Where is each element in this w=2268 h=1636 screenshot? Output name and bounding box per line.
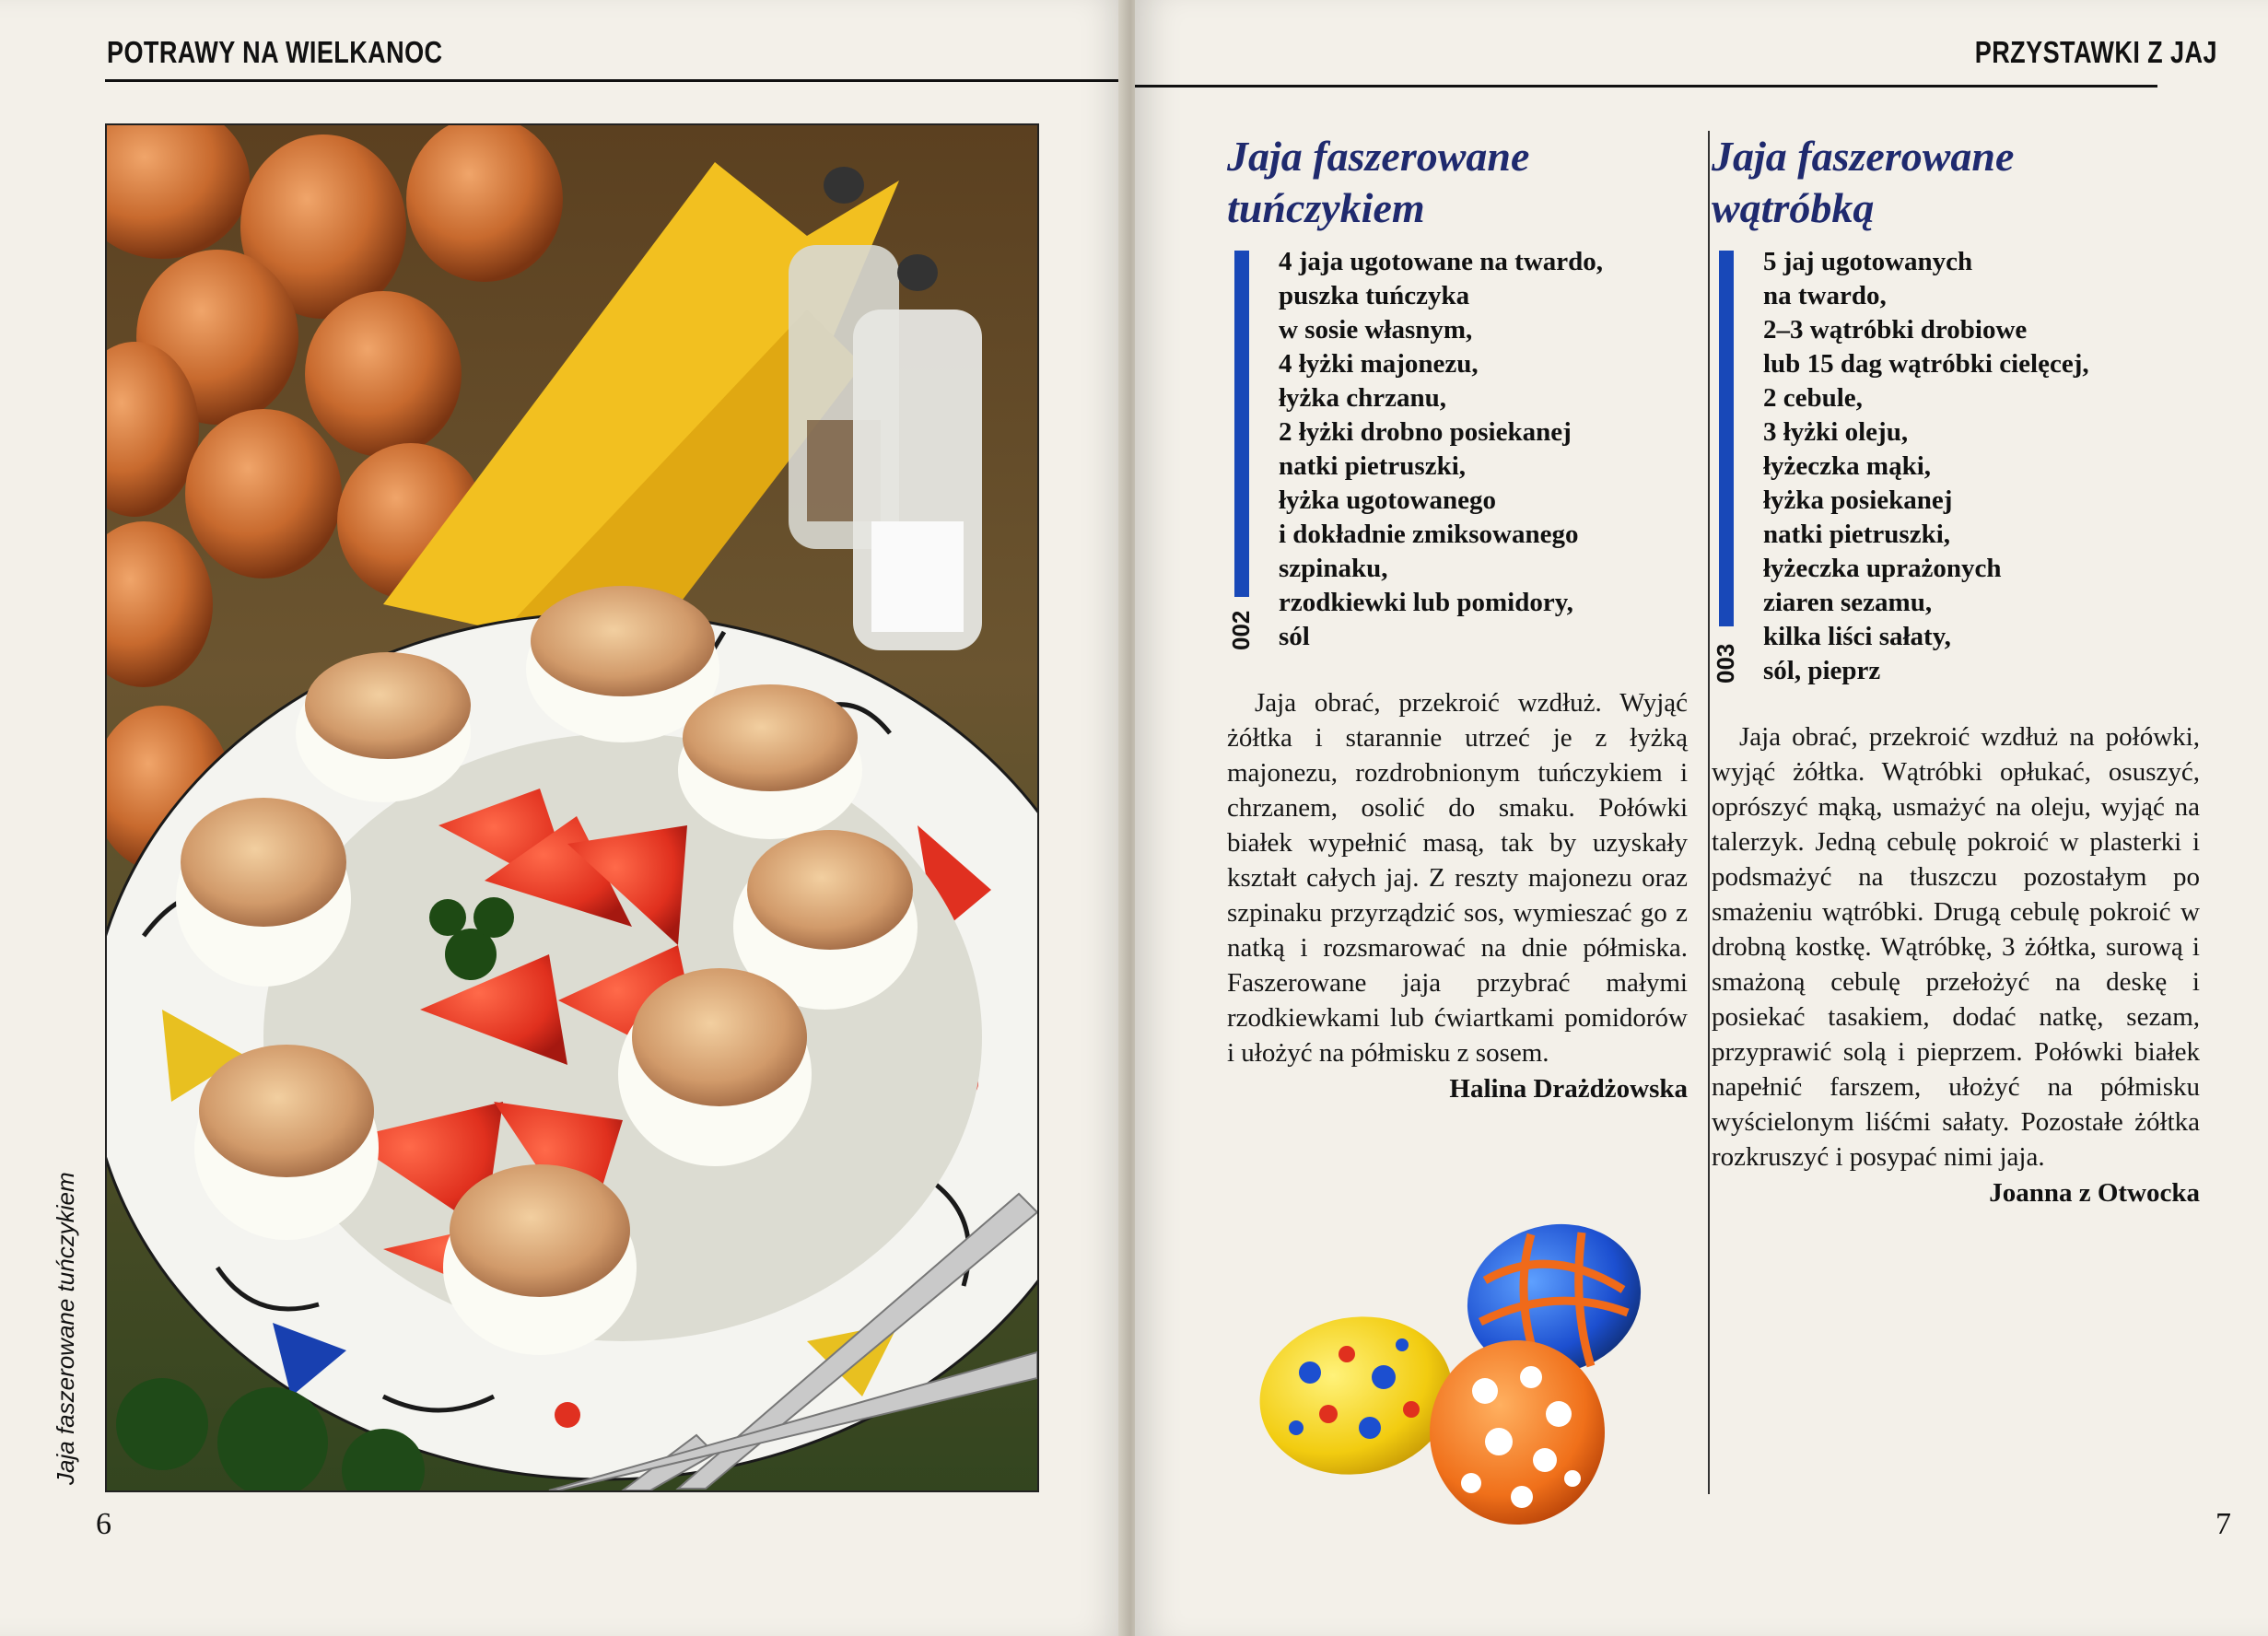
ingredient-line: kilka liści sałaty,	[1763, 622, 1951, 651]
recipe-title-line: tuńczykiem	[1227, 184, 1425, 231]
recipe-method	[1712, 719, 2200, 1174]
recipe-author: Halina Drażdżowska	[1449, 1074, 1688, 1104]
ingredient-accent-bar	[1719, 251, 1734, 626]
ingredient-line: łyżeczka mąki,	[1763, 451, 1932, 481]
ingredient-line: natki pietruszki,	[1279, 451, 1467, 481]
ingredient-line: w sosie własnym,	[1279, 315, 1473, 345]
left-page	[0, 0, 1126, 1636]
ingredient-line: natki pietruszki,	[1763, 520, 1951, 549]
ingredient-list	[1712, 245, 2200, 688]
ingredient-line: 5 jaj ugotowanych	[1763, 247, 1973, 276]
recipe-photo	[105, 123, 1039, 1492]
ingredient-line: puszka tuńczyka	[1279, 281, 1470, 310]
header-rule-right	[1135, 85, 2157, 88]
recipe-number: 002	[1227, 610, 1255, 650]
ingredient-accent-bar	[1234, 251, 1249, 597]
method-text: Jaja obrać, przekroić wzdłuż na połówki, wyjąć żółtka. Wątróbki opłukać, osuszyć, oprószyć mąką, usmażyć na oleju, wyjąć na talerzyk. Jedną cebulę pokroić w plasterki i podsmażyć na tłuszczu pozostałym po smażeniu wątróbki. Drugą cebulę pokroić w drobną kostkę. Wątróbkę, 3 żółtka, surową i smażoną cebulę przełożyć na deskę i posiekać tasakiem, dodać natkę, sezam, przyprawić solą i pieprzem. Połówki białek napełnić farszem, ułożyć na półmisku wyścielonym liśćmi sałaty. Pozostałe żółtka rozkruszyć i posypać nimi jaja.	[1712, 722, 2200, 1172]
recipe-title	[1712, 131, 2200, 234]
recipe-tuna	[1227, 131, 1688, 1104]
method-text: Jaja obrać, przekroić wzdłuż. Wyjąć żółtka i starannie utrzeć je z łyżką majonezu, rozdrobnionym tuńczykiem i chrzanem, osolić do smaku. Połówki białek wypełnić masą, tak by uzyskały kształt całych jaj. Z reszty majonezu oraz szpinaku przyrządzić sos, wymieszać go z natką i rozsmarować na dnie półmiska. Faszerowane jaja przybrać małymi rzodkiewkami lub ćwiartkami pomidorów i ułożyć na półmisku z sosem.	[1227, 688, 1688, 1068]
recipe-title	[1227, 131, 1688, 234]
page-number-right: 7	[2215, 1507, 2231, 1541]
column-divider	[1708, 131, 1710, 1494]
header-rule-left	[105, 79, 1126, 82]
right-page	[1135, 0, 2268, 1636]
ingredient-line: łyżka ugotowanego	[1279, 485, 1497, 515]
ingredient-line: szpinaku,	[1279, 554, 1388, 583]
recipe-author: Joanna z Otwocka	[1989, 1178, 2200, 1208]
ingredient-line: 2 cebule,	[1763, 383, 1863, 413]
ingredient-line: lub 15 dag wątróbki cielęcej,	[1763, 349, 2089, 379]
recipe-method	[1227, 685, 1688, 1070]
ingredient-line: sól, pieprz	[1763, 656, 1881, 685]
recipe-title-line: Jaja faszerowane	[1712, 133, 2015, 180]
recipe-liver	[1712, 131, 2200, 1209]
ingredient-line: 4 łyżki majonezu,	[1279, 349, 1479, 379]
ingredient-line: sól	[1279, 622, 1310, 651]
ingredient-line: łyżeczka uprażonych	[1763, 554, 2002, 583]
easter-eggs-illustration	[1255, 1216, 1669, 1529]
ingredient-line: i dokładnie zmiksowanego	[1279, 520, 1579, 549]
photo-side-caption: Jaja faszerowane tuńczykiem	[52, 1172, 79, 1485]
ingredient-line: 2 łyżki drobno posiekanej	[1279, 417, 1572, 447]
ingredient-line: ziaren sezamu,	[1763, 588, 1933, 617]
ingredient-line: łyżka posiekanej	[1763, 485, 1953, 515]
recipe-number: 003	[1712, 643, 1739, 684]
ingredient-line: 2–3 wątróbki drobiowe	[1763, 315, 2028, 345]
recipe-title-line: wątróbką	[1712, 184, 1875, 231]
ingredient-line: rzodkiewki lub pomidory,	[1279, 588, 1573, 617]
ingredient-line: na twardo,	[1763, 281, 1887, 310]
ingredient-line: 4 jaja ugotowane na twardo,	[1279, 247, 1604, 276]
recipe-title-line: Jaja faszerowane	[1227, 133, 1530, 180]
running-head-left: POTRAWY NA WIELKANOC	[107, 35, 443, 69]
stuffed-eggs-illustration	[107, 125, 1037, 1490]
ingredient-list	[1227, 245, 1688, 654]
page-number-left: 6	[96, 1507, 111, 1541]
ingredient-line: łyżka chrzanu,	[1279, 383, 1447, 413]
running-head-right: PRZYSTAWKI Z JAJ	[1974, 35, 2217, 69]
ingredient-line: 3 łyżki oleju,	[1763, 417, 1909, 447]
